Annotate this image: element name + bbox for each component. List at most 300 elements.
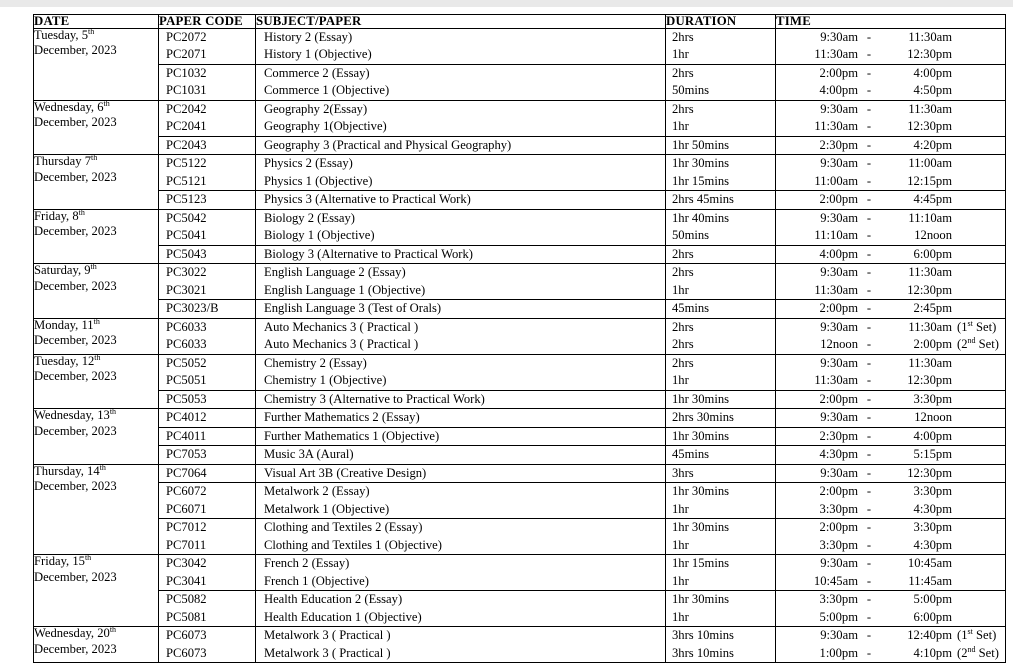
paper-code-value: PC1032 [166,65,207,80]
time-dash: - [866,373,872,388]
time-range [776,227,1005,245]
paper-band [666,355,775,391]
time-end: 12noon [914,410,952,425]
subject-paper-value: Clothing and Textiles 1 (Objective) [264,537,442,552]
paper-band [776,591,1005,626]
duration-value: 2hrs [672,337,694,352]
duration-cell [666,318,776,354]
time-end: 4:00pm [913,428,952,443]
paper-band [776,319,1005,354]
exam-date-cell [34,209,159,264]
subject-paper-value: Physics 3 (Alternative to Practical Work) [264,192,471,207]
paper-code-value: PC6071 [166,501,207,516]
time-dash: - [866,119,872,134]
paper-code-value: PC5052 [166,355,207,370]
time-dash: - [866,301,872,316]
exam-date-cell [34,464,159,555]
time-start: 2:00pm [819,484,858,499]
paper-code-value: PC3023/B [166,301,219,316]
subject-paper-value: Geography 3 (Practical and Physical Geography) [264,137,512,152]
paper-code-cell [159,28,256,100]
exam-date-line-2: December, 2023 [34,169,117,184]
time-end: 12noon [914,228,952,243]
subject-paper-cell [256,354,666,409]
subject-paper-value: Physics 1 (Objective) [264,173,373,188]
time-start: 12noon [820,337,858,352]
paper-band [666,319,775,354]
time-range [776,591,1005,609]
paper-band [256,409,665,428]
paper-code-value: PC7012 [166,520,207,535]
duration-value: 3hrs 10mins [672,645,734,660]
paper-band [159,300,255,318]
time-dash: - [866,355,872,370]
exam-date-cell [34,100,159,155]
time-end: 6:00pm [913,609,952,624]
time-range [776,483,1005,501]
exam-date-line-2: December, 2023 [34,278,117,293]
time-dash: - [866,65,872,80]
time-end: 5:15pm [913,447,952,462]
time-dash: - [866,537,872,552]
table-row [34,209,1006,264]
column-header-date: DATE [34,15,159,29]
time-dash: - [866,465,872,480]
time-start: 3:30pm [819,537,858,552]
subject-paper-cell [256,100,666,155]
time-start: 2:00pm [819,520,858,535]
time-start: 9:30am [820,101,858,116]
paper-code-value: PC5121 [166,173,207,188]
time-start: 2:30pm [819,428,858,443]
paper-band [159,264,255,300]
subject-paper-value: Visual Art 3B (Creative Design) [264,465,427,480]
time-start: 9:30am [820,556,858,571]
exam-date-ordinal-suffix: th [90,262,97,272]
duration-value: 45mins [672,301,710,316]
time-start: 2:00pm [819,301,858,316]
paper-band [159,465,255,484]
paper-band [159,483,255,519]
time-end: 12:30pm [907,373,952,388]
duration-value: 3hrs [672,465,694,480]
paper-code-cell [159,354,256,409]
paper-band [666,465,775,484]
duration-value: 2hrs [672,29,694,44]
paper-band [159,137,255,155]
paper-code-value: PC5053 [166,391,207,406]
table-row [34,555,1006,627]
time-cell [776,28,1006,100]
paper-band [776,264,1005,300]
subject-paper-value: English Language 1 (Objective) [264,282,426,297]
paper-band [159,627,255,662]
duration-value: 1hr 30mins [672,592,730,607]
paper-code-value: PC6073 [166,645,207,660]
paper-code-cell [159,155,256,210]
time-dash: - [866,609,872,624]
exam-date-ordinal-suffix: th [84,553,92,563]
time-end: 4:10pm [913,645,952,660]
duration-value: 2hrs [672,65,694,80]
paper-code-value: PC4011 [166,428,207,443]
time-set-label: (2nd Set) [957,644,999,660]
time-cell [776,155,1006,210]
duration-value: 1hr [672,282,689,297]
exam-date-line-1: Saturday, 9th [34,262,97,278]
time-range [776,372,1005,390]
time-start: 3:30pm [819,592,858,607]
duration-value: 1hr [672,373,689,388]
time-start: 4:00pm [819,246,858,261]
subject-paper-cell [256,28,666,100]
column-header-time: TIME [776,15,1006,29]
exam-date-ordinal-suffix: th [93,316,100,326]
duration-cell [666,464,776,555]
paper-code-value: PC2041 [166,119,207,134]
time-cell [776,318,1006,354]
time-cell [776,409,1006,465]
paper-band [776,555,1005,591]
time-dash: - [866,428,872,443]
paper-band [256,519,665,554]
subject-paper-value: Chemistry 3 (Alternative to Practical Work) [264,391,485,406]
time-start: 11:30am [814,282,858,297]
subject-paper-value: History 2 (Essay) [264,29,353,44]
subject-paper-value: French 1 (Objective) [264,573,369,588]
paper-code-value: PC3041 [166,573,207,588]
duration-value: 1hr 15mins [672,173,730,188]
exam-date-line-1: Thursday, 14th [34,462,106,478]
time-end: 12:30pm [907,465,952,480]
time-range [776,501,1005,519]
time-dash: - [866,556,872,571]
exam-date-cell [34,318,159,354]
paper-band [666,300,775,318]
paper-band [666,591,775,626]
paper-band [256,627,665,662]
time-range [776,46,1005,64]
paper-band [256,319,665,354]
paper-band [776,519,1005,554]
paper-band [666,65,775,100]
paper-band [776,65,1005,100]
time-end: 11:45am [908,573,952,588]
time-range [776,645,1005,663]
exam-date-ordinal-suffix: th [91,153,98,163]
subject-paper-value: Music 3A (Aural) [264,447,354,462]
paper-band [776,483,1005,519]
time-start: 9:30am [820,210,858,225]
paper-band [159,519,255,554]
time-end: 4:30pm [913,537,952,552]
paper-band [159,101,255,137]
table-header [34,15,1006,29]
time-range [776,101,1005,119]
paper-band [776,29,1005,65]
paper-band [666,29,775,65]
exam-date-line-1: Friday, 15th [34,553,92,569]
paper-band [666,264,775,300]
table-row [34,354,1006,409]
paper-band [159,355,255,391]
time-dash: - [866,447,872,462]
subject-paper-value: French 2 (Essay) [264,556,350,571]
table-row [34,464,1006,555]
time-end: 4:30pm [913,501,952,516]
paper-band [159,591,255,626]
paper-band [256,101,665,137]
subject-paper-value: Physics 2 (Essay) [264,156,353,171]
exam-date-ordinal-suffix: th [88,26,95,36]
paper-code-value: PC2043 [166,137,207,152]
paper-code-value: PC7053 [166,447,207,462]
time-dash: - [866,228,872,243]
duration-cell [666,209,776,264]
paper-code-cell [159,555,256,627]
time-range [776,446,1005,464]
time-start: 2:00pm [819,391,858,406]
exam-date-line-1: Wednesday, 6th [34,98,110,114]
exam-date-line-2: December, 2023 [34,115,117,130]
time-start: 11:10am [814,228,858,243]
paper-band [776,446,1005,464]
time-dash: - [866,645,872,660]
paper-code-value: PC2071 [166,47,207,62]
time-end: 11:00am [908,156,952,171]
duration-value: 2hrs [672,355,694,370]
time-dash: - [866,410,872,425]
paper-code-value: PC5041 [166,228,207,243]
exam-date-cell [34,555,159,627]
exam-date-line-2: December, 2023 [34,43,117,58]
time-start: 11:00am [814,173,858,188]
subject-paper-value: Metalwork 3 ( Practical ) [264,645,391,660]
paper-band [666,246,775,264]
subject-paper-value: Commerce 1 (Objective) [264,83,390,98]
paper-band [159,409,255,428]
paper-band [666,210,775,246]
paper-code-value: PC5082 [166,592,207,607]
paper-code-cell [159,100,256,155]
exam-date-line-2: December, 2023 [34,479,117,494]
duration-value: 50mins [672,83,710,98]
subject-paper-value: Metalwork 1 (Objective) [264,501,390,516]
subject-paper-cell [256,627,666,663]
exam-date-ordinal-suffix: th [78,207,85,217]
time-start: 2:30pm [819,137,858,152]
paper-band [776,191,1005,209]
paper-band [159,446,255,464]
exam-date-line-2: December, 2023 [34,333,117,348]
time-start: 9:30am [820,265,858,280]
subject-paper-value: Further Mathematics 1 (Objective) [264,428,440,443]
time-dash: - [866,628,872,643]
paper-band [256,300,665,318]
time-dash: - [866,156,872,171]
time-dash: - [866,173,872,188]
paper-code-cell [159,409,256,465]
time-range [776,391,1005,409]
paper-band [256,391,665,409]
time-end: 5:00pm [913,592,952,607]
set-ordinal-suffix: nd [967,336,976,346]
time-start: 9:30am [820,465,858,480]
duration-value: 1hr [672,47,689,62]
duration-value: 2hrs [672,319,694,334]
time-end: 11:30am [908,265,952,280]
subject-paper-value: History 1 (Objective) [264,47,372,62]
exam-date-line-1: Friday, 8th [34,207,85,223]
subject-paper-value: Metalwork 3 ( Practical ) [264,628,391,643]
subject-paper-value: Geography 1(Objective) [264,119,387,134]
time-range [776,573,1005,591]
duration-value: 1hr 30mins [672,520,730,535]
paper-band [666,191,775,209]
time-range [776,82,1005,100]
exam-date-ordinal-suffix: th [103,98,110,108]
exam-date-cell [34,264,159,319]
paper-band [776,246,1005,264]
page-top-strip [0,0,1013,7]
time-range [776,282,1005,300]
exam-date-line-1: Monday, 11th [34,316,100,332]
time-range [776,336,1005,354]
paper-code-value: PC5122 [166,156,207,171]
time-range [776,65,1005,83]
time-start: 1:00pm [819,645,858,660]
exam-date-cell [34,354,159,409]
exam-date-cell [34,155,159,210]
paper-band [159,319,255,354]
paper-band [159,155,255,191]
paper-code-cell [159,209,256,264]
time-end: 3:30pm [913,484,952,499]
paper-band [256,210,665,246]
paper-band [666,627,775,662]
time-end: 12:30pm [907,282,952,297]
time-range [776,609,1005,627]
time-end: 6:00pm [913,246,952,261]
duration-cell [666,555,776,627]
time-dash: - [866,83,872,98]
time-range [776,173,1005,191]
subject-paper-cell [256,464,666,555]
time-end: 11:30am [908,355,952,370]
time-range [776,319,1005,337]
exam-date-line-1: Thursday 7th [34,153,98,169]
paper-band [666,409,775,428]
paper-band [256,137,665,155]
paper-band [666,155,775,191]
exam-date-line-2: December, 2023 [34,641,117,656]
paper-band [256,555,665,591]
column-header-subject: SUBJECT/PAPER [256,15,666,29]
subject-paper-value: Clothing and Textiles 2 (Essay) [264,520,423,535]
subject-paper-value: English Language 3 (Test of Orals) [264,301,442,316]
exam-date-ordinal-suffix: th [99,462,106,472]
duration-value: 1hr [672,501,689,516]
paper-code-value: PC6033 [166,319,207,334]
time-start: 9:30am [820,319,858,334]
duration-cell [666,28,776,100]
time-end: 3:30pm [913,520,952,535]
paper-code-value: PC2042 [166,101,207,116]
duration-value: 50mins [672,228,710,243]
time-end: 2:00pm [913,337,952,352]
paper-band [256,591,665,626]
paper-band [776,101,1005,137]
exam-timetable [33,14,1006,663]
time-start: 9:30am [820,628,858,643]
duration-value: 45mins [672,447,710,462]
time-start: 5:00pm [819,609,858,624]
time-start: 9:30am [820,355,858,370]
exam-date-line-2: December, 2023 [34,224,117,239]
time-end: 11:10am [908,210,952,225]
subject-paper-value: Metalwork 2 (Essay) [264,484,370,499]
duration-value: 1hr 15mins [672,556,730,571]
duration-value: 3hrs 10mins [672,628,734,643]
exam-date-line-2: December, 2023 [34,369,117,384]
paper-code-cell [159,318,256,354]
subject-paper-cell [256,264,666,319]
table-body [34,28,1006,663]
subject-paper-value: Biology 1 (Objective) [264,228,375,243]
time-dash: - [866,210,872,225]
subject-paper-value: Biology 3 (Alternative to Practical Work) [264,246,473,261]
set-ordinal-suffix: nd [967,644,976,654]
time-range [776,191,1005,209]
paper-band [256,465,665,484]
time-range [776,555,1005,573]
subject-paper-value: Chemistry 2 (Essay) [264,355,367,370]
time-end: 2:45pm [913,301,952,316]
duration-value: 2hrs 30mins [672,410,734,425]
paper-code-value: PC5051 [166,373,207,388]
duration-cell [666,409,776,465]
table-row [34,627,1006,663]
paper-band [159,428,255,447]
paper-code-cell [159,627,256,663]
paper-band [256,65,665,100]
time-dash: - [866,265,872,280]
paper-code-value: PC6033 [166,337,207,352]
paper-band [776,409,1005,428]
time-end: 10:45am [907,556,952,571]
duration-value: 1hr [672,573,689,588]
duration-value: 2hrs [672,101,694,116]
time-range [776,519,1005,537]
subject-paper-value: Further Mathematics 2 (Essay) [264,410,420,425]
paper-band [666,428,775,447]
paper-code-value: PC5123 [166,192,207,207]
paper-band [776,627,1005,662]
paper-code-value: PC5081 [166,609,207,624]
time-range [776,409,1005,427]
time-dash: - [866,501,872,516]
exam-date-ordinal-suffix: th [109,407,117,417]
paper-band [666,446,775,464]
time-dash: - [866,337,872,352]
time-end: 12:30pm [907,47,952,62]
paper-band [256,428,665,447]
paper-band [776,137,1005,155]
time-start: 11:30am [814,119,858,134]
time-end: 12:15pm [907,173,952,188]
table-row [34,264,1006,319]
set-ordinal-suffix: st [967,318,973,328]
